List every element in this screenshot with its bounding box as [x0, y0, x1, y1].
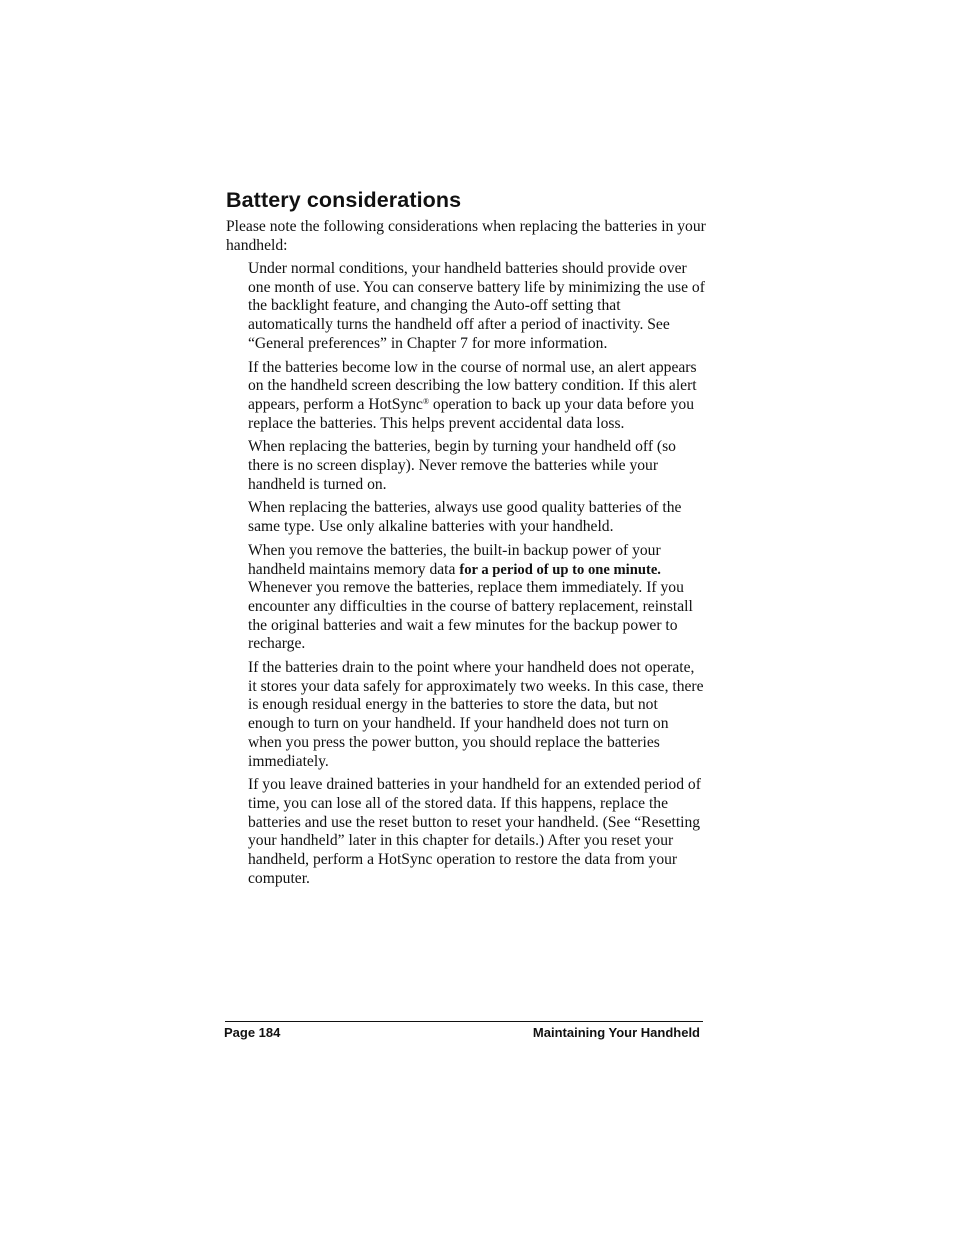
registered-mark: ®: [422, 396, 430, 406]
item-text: Whenever you remove the batteries, replace them immediately. If you encounter any difficulties in the course of battery replacement, reinstall the original batteries and wait a few minutes for the backup power to recharge.: [248, 579, 693, 653]
list-item: [248, 260, 706, 354]
list-item: [248, 499, 706, 536]
item-text: When replacing the batteries, begin by turning your handheld off (so there is no screen display). Never remove the batteries while your handheld is turned on.: [248, 438, 676, 493]
emphasis-text: for a period of up to one minute.: [459, 561, 661, 578]
chapter-title: Maintaining Your Handheld: [532, 1025, 700, 1040]
item-text: If the batteries drain to the point where your handheld does not operate, it stores your data safely for approximately two weeks. In this case, there is enough residual energy in the batteries to store the data, but not enough to turn on your handheld. If your handheld does not turn on when you press the power button, you should replace the batteries immediately.: [248, 659, 704, 770]
list-item: [248, 359, 706, 434]
item-text: Under normal conditions, your handheld batteries should provide over one month of use. You can conserve battery life by minimizing the use of the backlight feature, and changing the Auto-off setting that automatically turns the handheld off after a period of inactivity. See “General preferences” in Chapter 7 for more information.: [248, 260, 705, 352]
item-text: If the batteries become low in the course of normal use, an alert appears on the handheld screen describing the low battery condition. If this alert appears, perform a HotSync: [248, 358, 697, 413]
page-number: Page 184: [224, 1025, 281, 1040]
footer-divider: [225, 1021, 703, 1022]
list-item: [248, 438, 706, 494]
item-text: operation to back up your data before you replace the batteries. This helps prevent accidental data loss.: [248, 395, 695, 432]
list-item: [248, 776, 706, 888]
list-item: [248, 542, 706, 654]
item-text: When you remove the batteries, the built-in backup power of your handheld maintains memory data: [248, 541, 661, 578]
intro-paragraph: Please note the following considerations when replacing the batteries in your handheld:: [226, 218, 706, 254]
list-item: [248, 659, 706, 771]
section-heading: Battery considerations: [226, 188, 462, 212]
item-text: If you leave drained batteries in your handheld for an extended period of time, you can lose all of the stored data. If this happens, replace the batteries and use the reset button to reset your handheld. (See “Resetting your handheld” later in this chapter for details.) After you reset your handheld, perform a HotSync operation to restore the data from your computer.: [248, 776, 701, 887]
considerations-list: [248, 260, 706, 894]
item-text: When replacing the batteries, always use good quality batteries of the same type. Use only alkaline batteries with your handheld.: [248, 499, 682, 536]
